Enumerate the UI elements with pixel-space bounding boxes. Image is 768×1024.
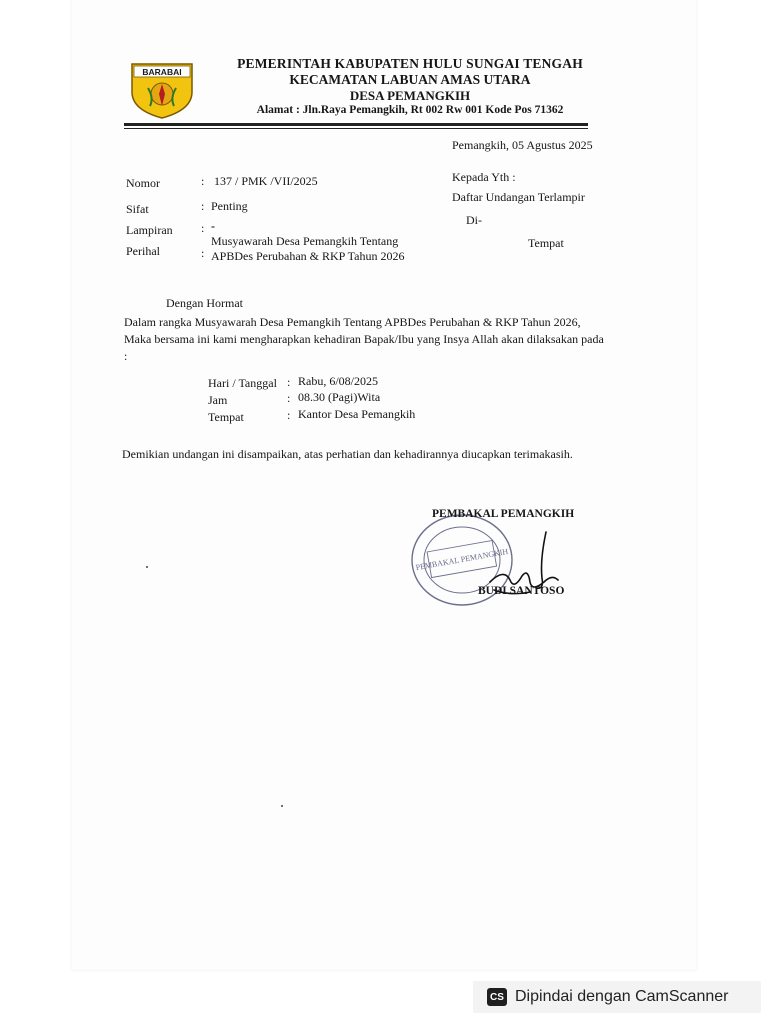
scan-dot <box>281 805 283 807</box>
schedule-time-label: Jam <box>208 393 228 407</box>
sifat-value: Penting <box>211 199 248 213</box>
place-date: Pemangkih, 05 Agustus 2025 <box>452 138 593 152</box>
perihal-colon: : <box>201 246 205 260</box>
schedule-day-label: Hari / Tanggal <box>208 376 277 390</box>
letterhead-rule-thick <box>124 123 588 126</box>
letterhead-line-1: PEMERINTAH KABUPATEN HULU SUNGAI TENGAH <box>237 56 583 71</box>
perihal-label: Perihal <box>126 244 160 258</box>
regency-logo <box>128 58 196 120</box>
schedule-day-value: Rabu, 6/08/2025 <box>298 374 378 388</box>
sifat-label: Sifat <box>126 202 149 216</box>
letterhead-address: Alamat : Jln.Raya Pemangkih, Rt 002 Rw 001 Kode Pos 71362 <box>256 104 564 116</box>
recipient-label: Kepada Yth : <box>452 170 516 184</box>
perihal-value: Musyawarah Desa Pemangkih Tentang APBDes Perubahan & RKP Tahun 2026 <box>211 234 405 263</box>
schedule-time-value: 08.30 (Pagi)Wita <box>298 390 381 404</box>
schedule-place-label: Tempat <box>208 410 244 424</box>
logo-text: BARABAI <box>142 67 182 77</box>
recipient-tempat: Tempat <box>528 236 564 250</box>
schedule-time-colon: : <box>287 391 291 405</box>
schedule-place-colon: : <box>287 408 291 422</box>
nomor-value: 137 / PMK /VII/2025 <box>214 174 318 188</box>
signatory-title: PEMBAKAL PEMANGKIH <box>432 508 575 520</box>
letterhead-rule-thin <box>124 128 588 129</box>
lampiran-colon: : <box>201 221 205 235</box>
recipient-value: Daftar Undangan Terlampir <box>452 190 585 204</box>
lampiran-value: - <box>211 219 215 233</box>
scan-dot <box>146 566 148 568</box>
schedule-day-colon: : <box>287 375 291 389</box>
camscanner-icon: CS <box>487 988 507 1006</box>
nomor-colon: : <box>201 174 205 188</box>
letterhead-line-3: DESA PEMANGKIH <box>349 88 471 103</box>
opening-paragraph: Dalam rangka Musyawarah Desa Pemangkih Tentang APBDes Perubahan & RKP Tahun 2026, Maka bersama ini kami mengharapkan kehadiran Bapak/Ibu yang Insya Allah akan dilaksakan pada : <box>124 315 604 363</box>
camscanner-watermark <box>473 981 761 1013</box>
letterhead-line-2: KECAMATAN LABUAN AMAS UTARA <box>289 72 531 87</box>
schedule-place-value: Kantor Desa Pemangkih <box>298 407 416 421</box>
camscanner-text: Dipindai dengan CamScanner <box>515 988 729 1005</box>
scanned-page <box>72 0 696 970</box>
greeting: Dengan Hormat <box>166 296 243 310</box>
recipient-di: Di- <box>466 213 482 227</box>
stamp-text: PEMBAKAL PEMANGKIH <box>414 546 509 573</box>
nomor-label: Nomor <box>126 176 160 190</box>
signatory-name: BUDI SANTOSO <box>478 585 565 597</box>
sifat-colon: : <box>201 199 205 213</box>
lampiran-label: Lampiran <box>126 223 173 237</box>
closing-text: Demikian undangan ini disampaikan, atas perhatian dan kehadirannya diucapkan terimakasih. <box>122 447 573 461</box>
